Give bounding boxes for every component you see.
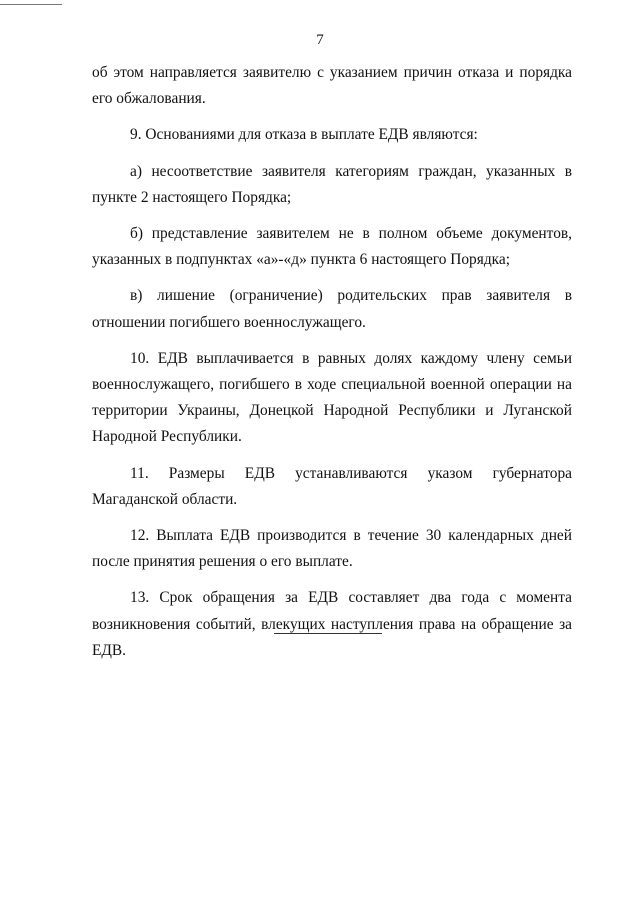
- document-body: [92, 60, 572, 674]
- corner-scan-mark: [0, 4, 62, 5]
- paragraph-9: 9. Основаниями для отказа в выплате ЕДВ являются:: [130, 126, 478, 144]
- paragraph-11: 11. Размеры ЕДВ устанавливаются указом губернатора Магаданской области.: [92, 464, 572, 508]
- page-number: 7: [316, 32, 324, 48]
- paragraph-10: 10. ЕДВ выплачивается в равных долях каждому члену семьи военнослужащего, погибшего в ходе специальной военной операции на территории Украины, Донецкой Народной Республики и Луганской Народной Республики.: [92, 349, 572, 446]
- paragraph-9a: а) несоответствие заявителя категориям граждан, указанных в пункте 2 настоящего Порядка;: [92, 162, 572, 206]
- paragraph-9c: в) лишение (ограничение) родительских прав заявителя в отношении погибшего военнослужащего.: [92, 287, 572, 331]
- paragraph-continuation: об этом направляется заявителю с указанием причин отказа и порядка его обжалования.: [92, 64, 572, 108]
- paragraph-12: 12. Выплата ЕДВ производится в течение 30 календарных дней после принятия решения о его выплате.: [92, 527, 572, 571]
- end-of-document-rule: [274, 633, 382, 634]
- paragraph-9b: б) представление заявителем не в полном объеме документов, указанных в подпунктах «а»-«д» пункта 6 настоящего Порядка;: [92, 225, 572, 269]
- paragraph-13: 13. Срок обращения за ЕДВ составляет два года с момента возникновения событий, влекущих наступления права на обращение за ЕДВ.: [92, 589, 572, 659]
